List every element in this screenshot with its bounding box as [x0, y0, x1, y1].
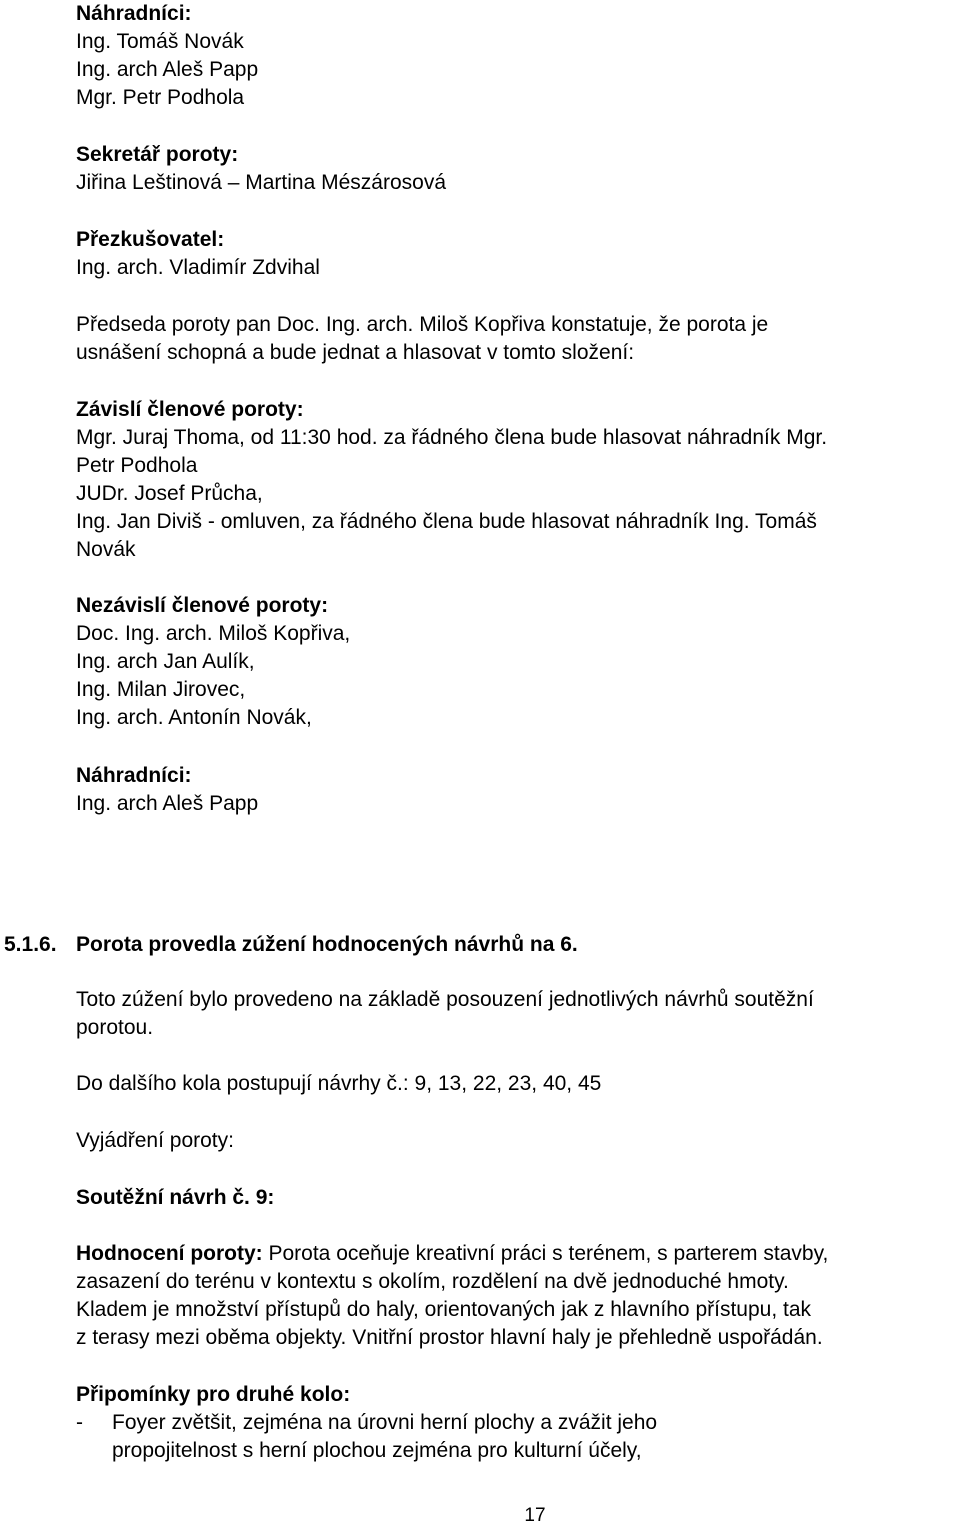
bullet-text-line: propojitelnost s herní plochou zejména pro kulturní účely, [112, 1439, 642, 1462]
dependent-members-heading: Závislí členové poroty: [76, 398, 304, 421]
bullet-text-line: Foyer zvětšit, zejména na úrovni herní plochy a zvážit jeho [112, 1411, 658, 1434]
evaluation-line: z terasy mezi oběma objekty. Vnitřní prostor hlavní haly je přehledně uspořádán. [76, 1326, 823, 1349]
independent-member-name: Doc. Ing. arch. Miloš Kopřiva, [76, 622, 351, 645]
narrowing-text-line: porotou. [76, 1016, 154, 1039]
independent-members-heading: Nezávislí členové poroty: [76, 594, 329, 617]
chair-statement-line: usnášení schopná a bude jednat a hlasovat v tomto složení: [76, 341, 635, 364]
advancing-entries: Do dalšího kola postupují návrhy č.: 9, 13, 22, 23, 40, 45 [76, 1072, 602, 1095]
substitute-name: Mgr. Petr Podhola [76, 86, 245, 109]
secretary-name: Jiřina Leštinová – Martina Mészárosová [76, 171, 447, 194]
substitutes-heading: Náhradníci: [76, 764, 192, 787]
substitute-name: Ing. Tomáš Novák [76, 30, 244, 53]
narrowing-text-line: Toto zúžení bylo provedeno na základě posouzení jednotlivých návrhů soutěžní [76, 988, 814, 1011]
independent-member-name: Ing. Milan Jirovec, [76, 678, 246, 701]
bullet-marker: - [76, 1411, 83, 1434]
chair-statement-line: Předseda poroty pan Doc. Ing. arch. Miloš Kopřiva konstatuje, že porota je [76, 313, 769, 336]
substitute-name: Ing. arch Aleš Papp [76, 792, 259, 815]
evaluation-line: Kladem je množství přístupů do haly, orientovaných jak z hlavního přístupu, tak [76, 1298, 811, 1321]
independent-member-name: Ing. arch Jan Aulík, [76, 650, 255, 673]
dependent-member-line: Novák [76, 538, 136, 561]
entry-heading: Soutěžní návrh č. 9: [76, 1186, 275, 1209]
dependent-member-line: Mgr. Juraj Thoma, od 11:30 hod. za řádného člena bude hlasovat náhradník Mgr. [76, 426, 828, 449]
evaluation-label: Hodnocení poroty: [76, 1242, 263, 1265]
jury-statement-label: Vyjádření poroty: [76, 1129, 234, 1152]
secretary-heading: Sekretář poroty: [76, 143, 239, 166]
substitute-name: Ing. arch Aleš Papp [76, 58, 259, 81]
independent-member-name: Ing. arch. Antonín Novák, [76, 706, 312, 729]
evaluation-first-line [76, 1240, 828, 1268]
examiner-name: Ing. arch. Vladimír Zdvihal [76, 256, 320, 279]
examiner-heading: Přezkušovatel: [76, 228, 225, 251]
dependent-member-line: Petr Podhola [76, 454, 198, 477]
section-title: Porota provedla zúžení hodnocených návrhů na 6. [76, 933, 578, 956]
page-number: 17 [524, 1505, 546, 1526]
substitutes-heading: Náhradníci: [76, 2, 192, 25]
dependent-member-line: Ing. Jan Diviš - omluven, za řádného člena bude hlasovat náhradník Ing. Tomáš [76, 510, 817, 533]
section-number: 5.1.6. [4, 933, 57, 956]
evaluation-text: Porota oceňuje kreativní práci s terénem, s parterem stavby, [262, 1242, 829, 1265]
evaluation-line: zasazení do terénu v kontextu s okolím, rozdělení na dvě jednoduché hmoty. [76, 1270, 789, 1293]
dependent-member-line: JUDr. Josef Průcha, [76, 482, 263, 505]
second-round-heading: Připomínky pro druhé kolo: [76, 1383, 351, 1406]
